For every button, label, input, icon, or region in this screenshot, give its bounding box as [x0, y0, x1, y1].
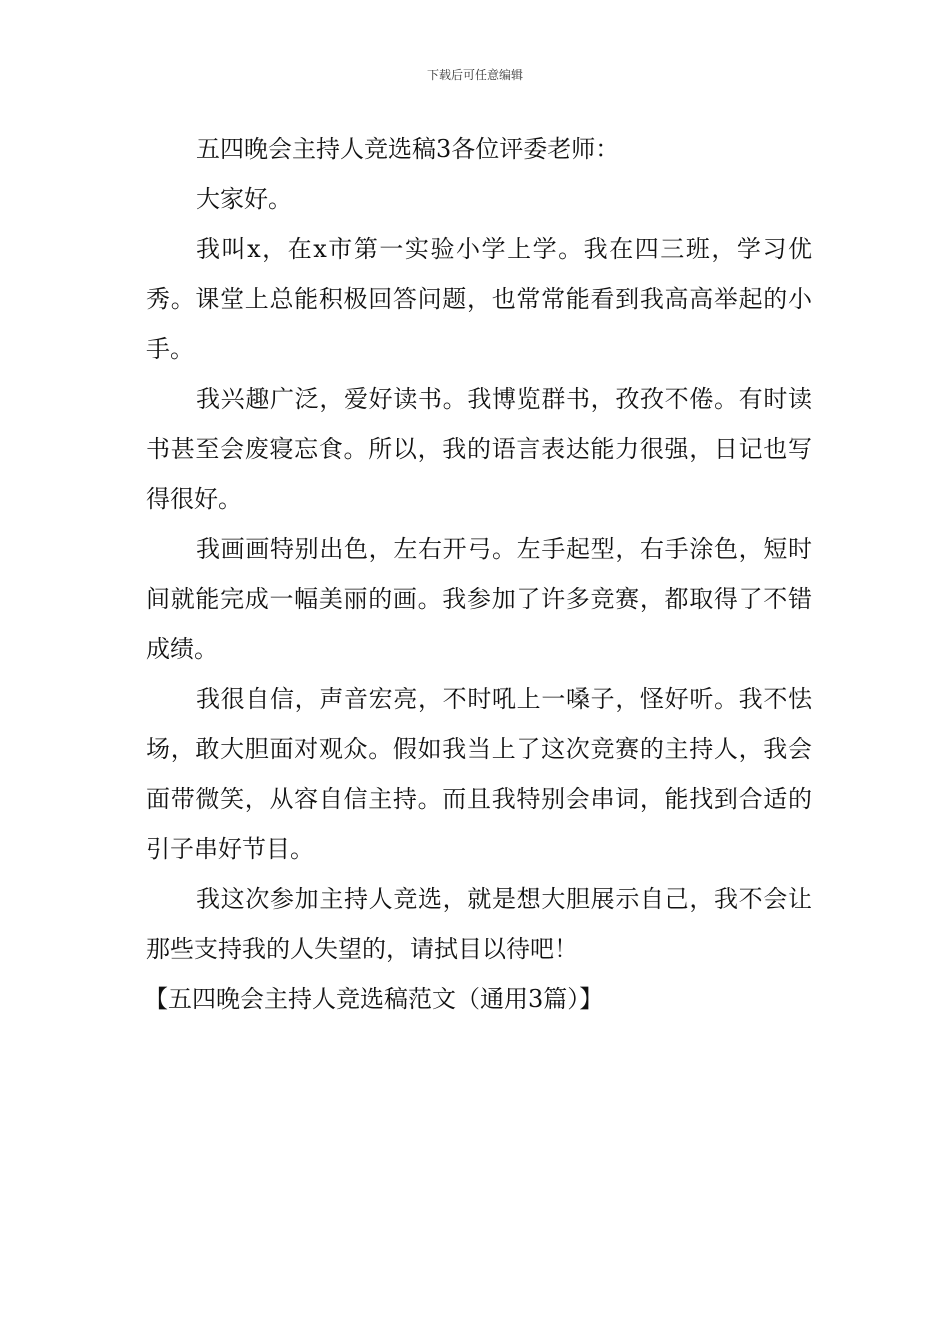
- paragraph-confidence: 我很自信，声音宏亮，不时吼上一嗓子，怪好听。我不怯场，敢大胆面对观众。假如我当上了这次竞赛的主持人，我会面带微笑，从容自信主持。而且我特别会串词，能找到合适的引子串好节目。: [146, 685, 812, 863]
- paragraph-reading: 我兴趣广泛，爱好读书。我博览群书，孜孜不倦。有时读书甚至会废寝忘食。所以，我的语言表达能力很强，日记也写得很好。: [146, 385, 812, 513]
- footer-title: 【五四晚会主持人竞选稿范文（通用3篇）】: [144, 985, 604, 1013]
- paragraph-intro: 我叫x，在x市第一实验小学上学。我在四三班，学习优秀。课堂上总能积极回答问题，也常常能看到我高高举起的小手。: [146, 235, 812, 363]
- paragraph-hello: 大家好。: [196, 185, 292, 213]
- paragraph-conclusion: 我这次参加主持人竞选，就是想大胆展示自己，我不会让那些支持我的人失望的，请拭目以待吧！: [146, 885, 812, 963]
- header-note: 下载后可任意编辑: [426, 68, 523, 82]
- paragraph-title-greeting: 五四晚会主持人竞选稿3各位评委老师：: [196, 135, 620, 163]
- paragraph-drawing: 我画画特别出色，左右开弓。左手起型，右手涂色，短时间就能完成一幅美丽的画。我参加了许多竞赛，都取得了不错成绩。: [146, 535, 812, 663]
- document-body: [146, 124, 812, 1024]
